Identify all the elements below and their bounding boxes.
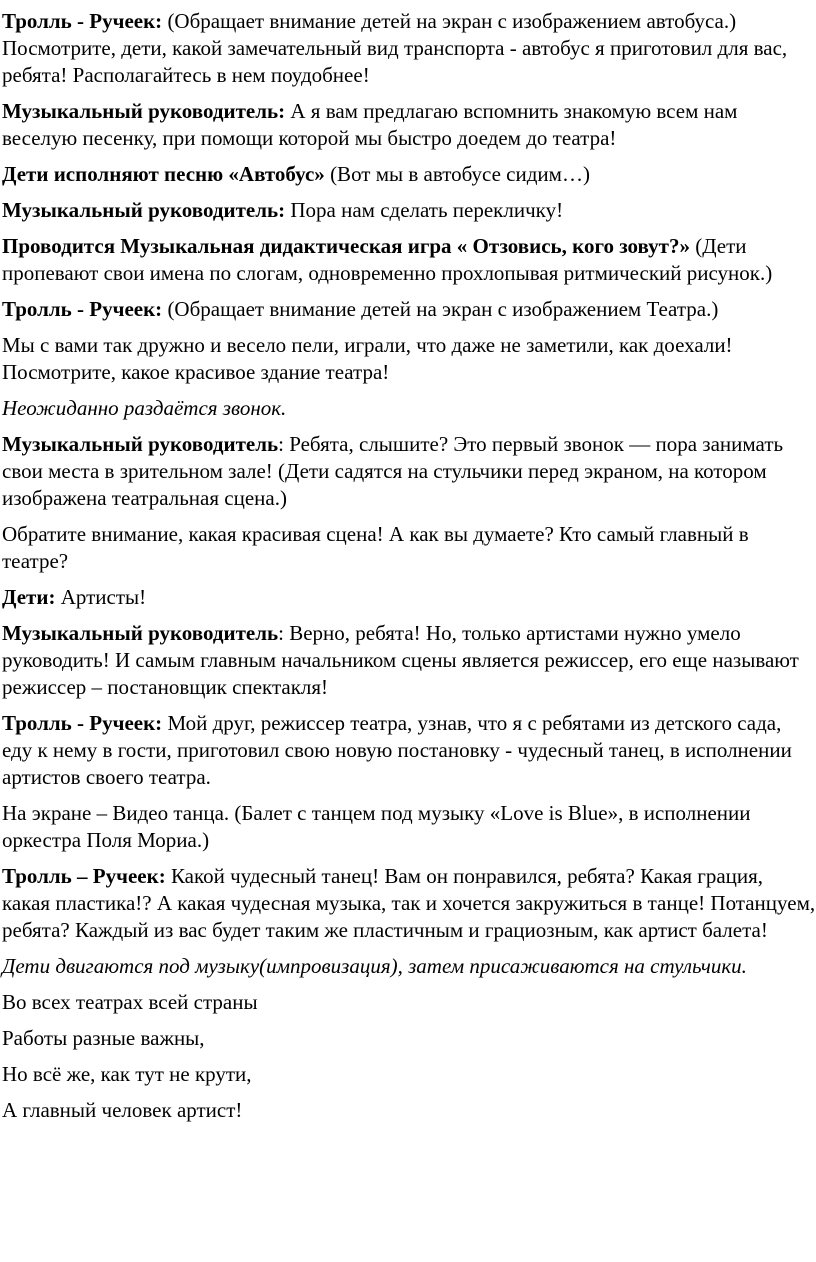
- speaker-label: Музыкальный руководитель: [2, 432, 279, 456]
- paragraph-text: Но всё же, как тут не крути,: [2, 1062, 252, 1086]
- paragraph-text: А главный человек артист!: [2, 1098, 243, 1122]
- paragraph: [2, 197, 816, 224]
- paragraph-text: (Вот мы в автобусе сидим…): [324, 162, 590, 186]
- paragraph: [2, 584, 816, 611]
- speaker-label: Музыкальный руководитель:: [2, 99, 286, 123]
- paragraph-text: Артисты!: [55, 585, 147, 609]
- paragraph: [2, 332, 816, 386]
- paragraph: [2, 863, 816, 944]
- paragraph: [2, 521, 816, 575]
- verse-line: [2, 989, 816, 1016]
- paragraph-text: (Обращает внимание детей на экран с изображением Театра.): [162, 297, 719, 321]
- paragraph-text: А я вам предлагаю вспомнить знакомую всем нам веселую песенку, при помощи которой мы быстро доедем до театра!: [2, 99, 738, 150]
- paragraph-text: Мой друг, режиссер театра, узнав, что я с ребятами из детского сада, еду к нему в гости, приготовил свою новую постановку - чудесный танец, в исполнении артистов своего театра.: [2, 711, 792, 789]
- paragraph: [2, 233, 816, 287]
- paragraph: [2, 161, 816, 188]
- paragraph: [2, 395, 816, 422]
- speaker-label: Проводится Музыкальная дидактическая игра « Отзовись, кого зовут?»: [2, 234, 690, 258]
- paragraph: [2, 800, 816, 854]
- speaker-label: Тролль - Ручеек:: [2, 9, 163, 33]
- verse-line: [2, 1061, 816, 1088]
- paragraph-text: (Обращает внимание детей на экран с изображением автобуса.) Посмотрите, дети, какой замечательный вид транспорта - автобус я приготовил для вас, ребята! Располагайтесь в нем поудобнее!: [2, 9, 788, 87]
- speaker-label: Дети исполняют песню «Автобус»: [2, 162, 325, 186]
- paragraph: [2, 710, 816, 791]
- paragraph: [2, 98, 816, 152]
- paragraph-text: Во всех театрах всей страны: [2, 990, 258, 1014]
- paragraph-text: Мы с вами так дружно и весело пели, играли, что даже не заметили, как доехали! Посмотрите, какое красивое здание театра!: [2, 333, 733, 384]
- paragraph-text: На экране – Видео танца. (Балет с танцем под музыку «Love is Blue», в исполнении оркестра Поля Мориа.): [2, 801, 751, 852]
- verse-line: [2, 1025, 816, 1052]
- stage-direction: Дети двигаются под музыку(импровизация), затем присаживаются на стульчики.: [2, 954, 747, 978]
- stage-direction: Неожиданно раздаётся звонок.: [2, 396, 287, 420]
- paragraph-text: : Верно, ребята! Но, только артистами нужно умело руководить! И самым главным начальником сцены является режиссер, его еще называют режиссер – постановщик спектакля!: [2, 621, 799, 699]
- speaker-label: Дети:: [2, 585, 56, 609]
- speaker-label: Тролль – Ручеек:: [2, 864, 166, 888]
- paragraph-text: Работы разные важны,: [2, 1026, 205, 1050]
- paragraph-text: (Дети пропевают свои имена по слогам, одновременно прохлопывая ритмический рисунок.): [2, 234, 773, 285]
- paragraph-text: Обратите внимание, какая красивая сцена! А как вы думаете? Кто самый главный в театре?: [2, 522, 749, 573]
- verse-line: [2, 1097, 816, 1124]
- paragraph-text: Какой чудесный танец! Вам он понравился, ребята? Какая грация, какая пластика!? А какая чудесная музыка, так и хочется закружиться в танце! Потанцуем, ребята? Каждый из вас будет таким же пластичным и грациозным, как артист балета!: [2, 864, 816, 942]
- speaker-label: Музыкальный руководитель:: [2, 198, 286, 222]
- speaker-label: Тролль - Ручеек:: [2, 297, 163, 321]
- speaker-label: Тролль - Ручеек:: [2, 711, 163, 735]
- speaker-label: Музыкальный руководитель: [2, 621, 279, 645]
- paragraph: [2, 8, 816, 89]
- paragraph-text: Пора нам сделать перекличку!: [285, 198, 564, 222]
- paragraph: [2, 296, 816, 323]
- paragraph: [2, 953, 816, 980]
- paragraph: [2, 620, 816, 701]
- paragraph-text: : Ребята, слышите? Это первый звонок — пора занимать свои места в зрительном зале! (Дети садятся на стульчики перед экраном, на котором изображена театральная сцена.): [2, 432, 784, 510]
- paragraph: [2, 431, 816, 512]
